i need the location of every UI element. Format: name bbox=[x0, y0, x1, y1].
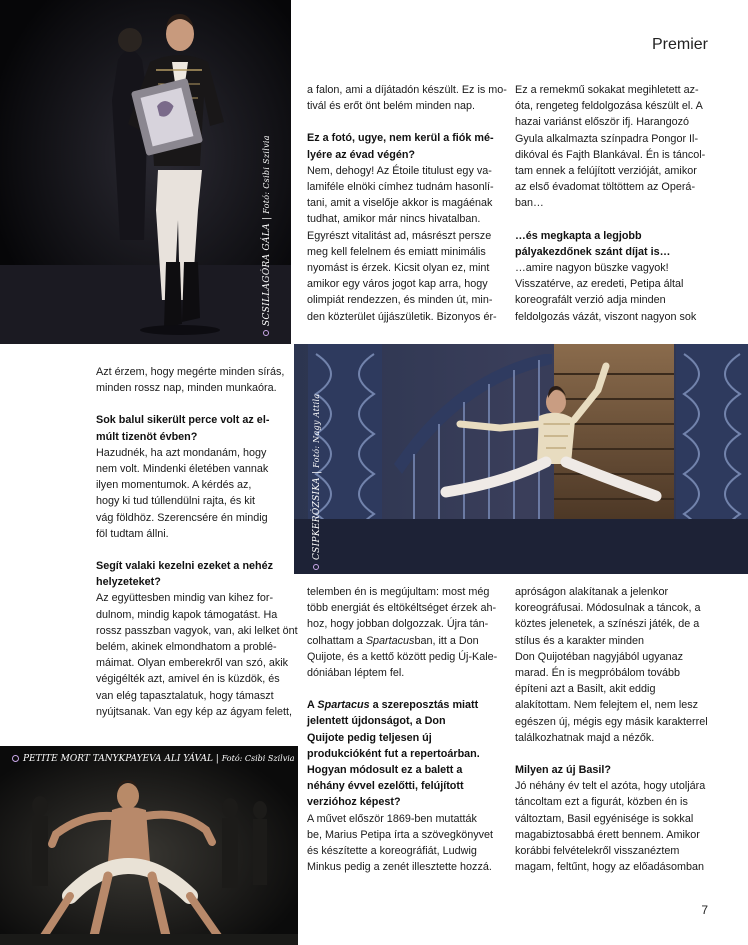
text-line: Milyen az új Basil? bbox=[515, 764, 611, 777]
text-line: egészen új, mégis egy másik karakterrel bbox=[515, 715, 708, 728]
text-line: …amire nagyon büszke vagyok! bbox=[515, 262, 669, 275]
text-line: Don Quijotéban nagyjából ugyanaz bbox=[515, 650, 684, 663]
text-line: magabiztosabbá érett bennem. Amikor bbox=[515, 828, 700, 841]
text-line: ilyen momentumok. A kérdés az, bbox=[96, 479, 252, 492]
text-column-4 bbox=[307, 584, 503, 875]
text-line: köztes jelenetek, a színészi játék, de a bbox=[515, 618, 700, 631]
text-line: tivál és erőt önt belém minden nap. bbox=[307, 100, 476, 113]
text-line: belém, akinek elmondhatom a problé- bbox=[96, 641, 277, 654]
text-line: Jó néhány év telt el azóta, hogy utoljára bbox=[515, 780, 706, 793]
text-column-3 bbox=[515, 82, 711, 325]
text-line: Ez a fotó, ugye, nem kerül a fiók mé- bbox=[307, 132, 494, 145]
text-line: az első évadomat töltöttem az Operá- bbox=[515, 181, 696, 194]
paragraph-gap bbox=[307, 681, 503, 697]
petite-mort-caption-credit: Fotó: Csibi Szilvia bbox=[221, 754, 295, 763]
paragraph-gap bbox=[515, 212, 711, 228]
petite-mort-caption: PETITE MORT TANYKPAYEVA ALI YÁVAL | Fotó: Csibi Szilvia bbox=[12, 754, 295, 764]
text-line: változtam, Basil egyénisége is sokkal bbox=[515, 812, 694, 825]
text-line: marad. Én is megpróbálom tovább bbox=[515, 667, 681, 680]
gala-photo bbox=[0, 0, 291, 344]
gala-caption: SCSILLAGÓRA GÁLA|Fotó: Csibi Szilvia bbox=[262, 135, 272, 336]
text-line: pályakezdőnek szánt díjat is… bbox=[515, 245, 671, 258]
sleeping-beauty-caption-name: CSIPKERÓZSIKA bbox=[312, 477, 322, 560]
text-line: A művet először 1869-ben mutatták bbox=[307, 812, 477, 825]
text-line: hoz, hogy jobban dolgozzak. Újra tán- bbox=[307, 618, 489, 631]
text-line: és készítette a koreográfiát, Ludwig bbox=[307, 845, 477, 858]
text-line: táncoltam ezt a figurát, közben én is bbox=[515, 796, 688, 809]
text-line: tudhat, amikor már nincs hivatalban. bbox=[307, 213, 481, 226]
text-line: Visszatérve, az eredeti, Petipa által bbox=[515, 278, 684, 291]
text-line: máimat. Olyan emberekről van szó, akik bbox=[96, 657, 289, 670]
petite-mort-photo bbox=[0, 746, 298, 945]
text-line: végigélték azt, amivel én is küzdök, és bbox=[96, 673, 280, 686]
paragraph-gap bbox=[307, 114, 503, 130]
text-line: Minkus pedig a zenét illesztette hozzá. bbox=[307, 861, 492, 874]
text-line: hazai variánst először ifj. Harangozó bbox=[515, 116, 690, 129]
text-line: nyújtsanak. Van egy kép az ágyam felett, bbox=[96, 705, 293, 718]
text-line: nem volt. Mindenki életében vannak bbox=[96, 463, 269, 476]
text-line: alakítottam. Nem felejtem el, nem lesz bbox=[515, 699, 699, 712]
text-line: amikor egy város jogot kap arra, hogy bbox=[307, 278, 488, 291]
text-line: Segít valaki kezelni ezeket a nehéz bbox=[96, 560, 274, 573]
text-line: Egyrészt vitalitást ad, másrészt persze bbox=[307, 229, 492, 242]
text-line: hogy ki tud túllendülni rajta, és kit bbox=[96, 495, 256, 508]
text-line: ban… bbox=[515, 197, 544, 210]
text-line: találkozhatnak majd a nézők. bbox=[515, 731, 655, 744]
text-line: feldolgozás vázát, viszont nagyon sok bbox=[515, 310, 697, 323]
text-line: a falon, ami a díjátadón készült. Ez is mo- bbox=[307, 84, 507, 96]
section-title: Premier bbox=[651, 36, 708, 53]
text-line: colhattam a Spartacusban, itt a Don bbox=[307, 634, 479, 647]
gala-photo-illustration bbox=[0, 0, 291, 344]
text-line: …és megkapta a legjobb bbox=[515, 229, 642, 242]
text-line: helyzeteket? bbox=[96, 576, 161, 589]
text-line: Sok balul sikerült perce volt az el- bbox=[96, 414, 270, 427]
text-line: stílus és a karakter minden bbox=[515, 634, 645, 647]
text-line: jelentett újdonságot, a Don bbox=[307, 715, 446, 728]
text-line: dulnom, mindig kapok támogatást. Ha bbox=[96, 608, 278, 621]
text-line: Nem, dehogy! Az Étoile titulust egy va- bbox=[307, 164, 492, 177]
caption-bullet-icon bbox=[313, 564, 319, 570]
text-line: be, Marius Petipa írta a szövegkönyvet bbox=[307, 828, 494, 841]
petite-mort-caption-name: PETITE MORT TANYKPAYEVA ALI YÁVAL bbox=[23, 754, 213, 764]
text-line: den közterület újjászületik. Bizonyos ér- bbox=[307, 310, 497, 323]
gala-caption-name: SCSILLAGÓRA GÁLA bbox=[262, 223, 272, 326]
text-line: koreografált verzió adja minden bbox=[515, 294, 666, 307]
text-column-2 bbox=[307, 82, 507, 325]
paragraph-gap bbox=[96, 396, 292, 412]
sleeping-beauty-caption-credit: Fotó: Nagy Attila bbox=[312, 393, 321, 468]
text-line: Ez a remekmű sokakat megihletett az- bbox=[515, 84, 699, 96]
text-line: tani, amit a viselője akkor is magáénak bbox=[307, 197, 493, 210]
text-line: több energiát és eltökéltséget érzek ah- bbox=[307, 602, 497, 615]
text-line: telemben én is megújultam: most még bbox=[307, 586, 490, 598]
page-number: 7 bbox=[701, 903, 708, 917]
text-line: óta, rengeteg feldolgozása készült el. A bbox=[515, 100, 703, 113]
text-line: tam ennek a felújított verzióját, amikor bbox=[515, 165, 697, 178]
text-line: nyomást is érzek. Kicsit olyan ez, mint bbox=[307, 262, 490, 275]
text-line: lamiféle elnöki címhez tudnám hasonlí- bbox=[307, 181, 494, 194]
text-line: meg kell felelnem és emiatt minimális bbox=[307, 245, 486, 258]
text-line: Quijote, és a kettő között pedig Új-Kale- bbox=[307, 650, 498, 663]
text-line: Azt érzem, hogy megérte minden sírás, bbox=[96, 366, 285, 378]
text-line: koreográfusai. Módosulnak a táncok, a bbox=[515, 602, 701, 615]
text-line: föl tudtam állni. bbox=[96, 527, 169, 540]
text-line: A Spartacus a szereposztás miatt bbox=[307, 699, 479, 712]
text-line: néhány évvel ezelőtti, felújított bbox=[307, 780, 464, 793]
text-line: dóniában léptem fel. bbox=[307, 667, 405, 680]
text-line: apróságon alakítanak a jelenkor bbox=[515, 586, 669, 598]
sleeping-beauty-caption: CSIPKERÓZSIKA|Fotó: Nagy Attila bbox=[312, 394, 322, 570]
paragraph-gap bbox=[515, 746, 711, 762]
text-line: magam, feltűnt, hogy az előadásomban bbox=[515, 861, 705, 874]
text-line: korábbi felvételekről visszanéztem bbox=[515, 845, 680, 858]
caption-bullet-icon bbox=[263, 330, 269, 336]
text-line: lyére az évad végén? bbox=[307, 148, 416, 161]
text-line: rossz passzban vagyok, van, aki lelket önt bbox=[96, 624, 298, 637]
text-line: Hogyan módosult ez a balett a bbox=[307, 764, 463, 777]
sleeping-beauty-photo bbox=[294, 344, 748, 574]
text-line: produkcióként fut a repertoárban. bbox=[307, 747, 480, 760]
sleeping-beauty-illustration bbox=[294, 344, 748, 574]
text-line: múlt tizenöt évben? bbox=[96, 430, 198, 443]
petite-mort-illustration bbox=[0, 746, 298, 945]
paragraph-gap bbox=[96, 542, 292, 558]
text-line: olimpiát rendezzen, és minden út, min- bbox=[307, 294, 493, 307]
text-line: vág földhöz. Szerencsére én mindig bbox=[96, 511, 268, 524]
text-line: építeni azt a Basilt, akit eddig bbox=[515, 683, 656, 696]
text-line: Gyula alkalmazta színpadra Pongor Il- bbox=[515, 132, 699, 145]
gala-caption-credit: Fotó: Csibi Szilvia bbox=[262, 135, 271, 214]
text-column-1 bbox=[96, 364, 298, 720]
caption-bullet-icon bbox=[12, 755, 19, 762]
text-line: Az együttesben mindig van kihez for- bbox=[96, 592, 274, 605]
text-line: verzióhoz képest? bbox=[307, 796, 401, 809]
text-line: minden rossz nap, minden munkaóra. bbox=[96, 382, 277, 395]
text-line: van elég tapasztalatuk, hogy támaszt bbox=[96, 689, 274, 702]
text-line: Hazudnék, ha azt mondanám, hogy bbox=[96, 446, 267, 459]
text-line: dikóval és Fajth Blankával. Én is táncol- bbox=[515, 148, 706, 161]
text-column-5 bbox=[515, 584, 711, 875]
text-line: Quijote pedig teljesen új bbox=[307, 731, 432, 744]
